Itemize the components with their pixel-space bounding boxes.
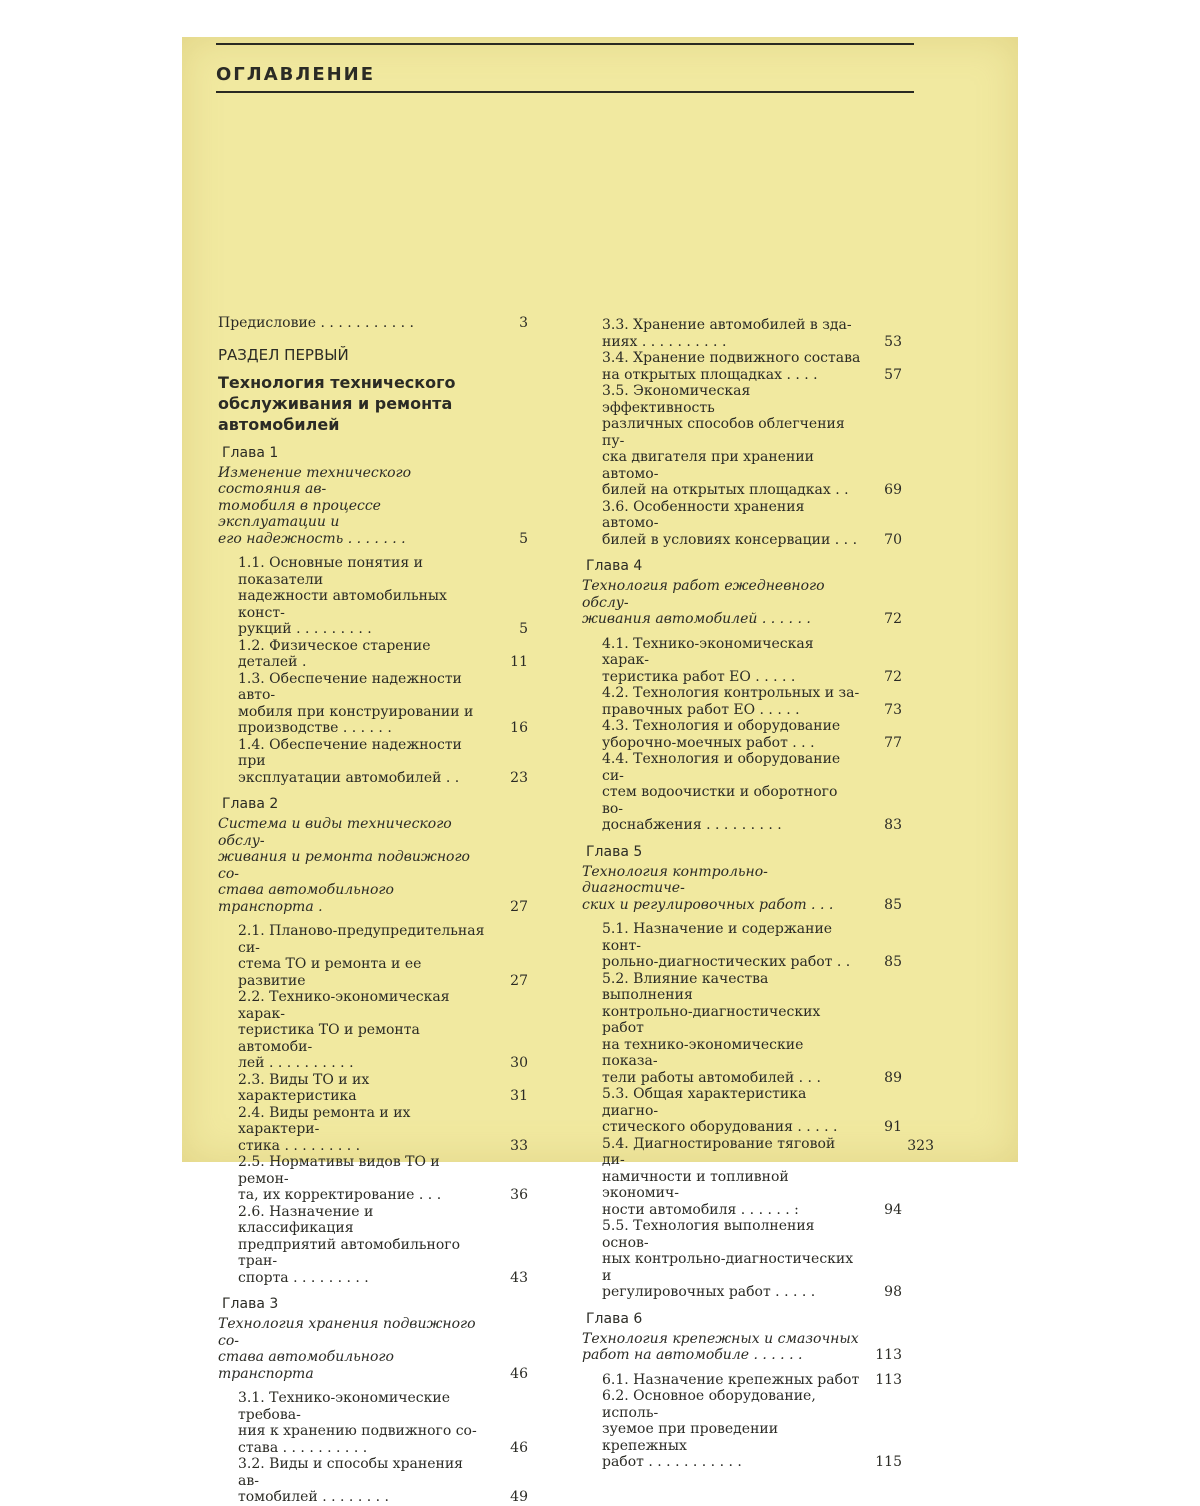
toc-entry: 3.1. Технико-экономические требова- ния к хранению подвижного со- става . . . . . . . . . . 46 xyxy=(238,1390,528,1456)
part-heading: РАЗДЕЛ ПЕРВЫЙ xyxy=(218,345,349,364)
toc-entry: 4.4. Технология и оборудование си- стем водоочистки и оборотного во- доснабжения . . . . . . . . . 83 xyxy=(602,751,902,833)
toc-entry: 4.1. Технико-экономическая харак- теристика работ ЕО . . . . . 72 xyxy=(602,635,902,685)
chapter-label: Глава 1 xyxy=(222,444,279,461)
toc-entry: 5.4. Диагностирование тяговой ди- намичности и топливной экономич- ности автомобиля . . . . . . : 94 xyxy=(602,1135,902,1218)
chapter-label: Глава 6 xyxy=(586,1310,643,1327)
chapter-title: Технология работ ежедневного обслу- живания автомобилей . . . . . . 72 xyxy=(582,578,902,627)
toc-entry: 2.4. Виды ремонта и их характери- стика . . . . . . . . . 33 xyxy=(238,1104,528,1154)
toc-entry-preface: Предисловие . . . . . . . . . . . 3 xyxy=(218,315,528,331)
toc-entry: 3.2. Виды и способы хранения ав- томобилей . . . . . . . . 49 xyxy=(238,1456,528,1505)
title-underline xyxy=(216,91,914,93)
page-ref: 113 xyxy=(875,1347,902,1363)
toc-entry: 1.1. Основные понятия и показатели надежности автомобильных конст- рукций . . . . . . . . . 5 xyxy=(238,555,528,637)
chapter-title: Система и виды технического обслу- живания и ремонта подвижного со- става автомобильного транспорта . 27 xyxy=(218,816,528,915)
toc-entry: 2.5. Нормативы видов ТО и ремон- та, их корректирование . . . 36 xyxy=(238,1154,528,1203)
page-ref: 72 xyxy=(884,611,902,627)
toc-entry: 1.2. Физическое старение деталей . 11 xyxy=(238,637,528,670)
page-ref: 3 xyxy=(519,315,528,331)
toc-entry: 6.1. Назначение крепежных работ 113 xyxy=(602,1371,902,1388)
toc-entry: 3.5. Экономическая эффективность различных способов облегчения пу- ска двигателя при хранении автомо- билей на открытых площадках . . 69 xyxy=(602,383,902,498)
page-ref: 46 xyxy=(510,1365,528,1382)
chapter-title: Технология контрольно-диагностиче- ских и регулировочных работ . . . 85 xyxy=(582,863,902,913)
top-rule xyxy=(216,43,914,45)
chapter-label: Глава 5 xyxy=(586,843,643,860)
toc-entry: 1.4. Обеспечение надежности при эксплуатации автомобилей . . 23 xyxy=(238,736,528,786)
chapter-label: Глава 4 xyxy=(586,558,643,574)
toc-entry: 3.3. Хранение автомобилей в зда- ниях . . . . . . . . . . 53 xyxy=(602,317,902,350)
toc-left-column xyxy=(218,315,528,1506)
toc-entry: 2.1. Планово-предупредительная си- стема ТО и ремонта и ее развитие 27 xyxy=(238,923,528,989)
part-title: Технология технического обслуживания и ремонта автомобилей xyxy=(218,372,456,434)
chapter-title: Технология хранения подвижного со- става автомобильного транспорта 46 xyxy=(218,1316,528,1382)
page-title: ОГЛАВЛЕНИЕ xyxy=(216,64,376,85)
chapter-label: Глава 3 xyxy=(222,1296,279,1312)
toc-entry: 2.3. Виды ТО и их характеристика 31 xyxy=(238,1071,528,1104)
toc-entry: 1.3. Обеспечение надежности авто- мобиля при конструировании и производстве . . . . . . 16 xyxy=(238,670,528,736)
toc-entry: 4.3. Технология и оборудование уборочно-моечных работ . . . 77 xyxy=(602,718,902,751)
toc-entry: 3.4. Хранение подвижного состава на открытых площадках . . . . 57 xyxy=(602,350,902,383)
toc-entry: 5.3. Общая характеристика диагно- стического оборудования . . . . . 91 xyxy=(602,1086,902,1135)
page-ref: 85 xyxy=(884,896,902,913)
toc-entry: 5.2. Влияние качества выполнения контрольно-диагностических работ на технико-экономические показа- тели работы автомобилей . . . 89 xyxy=(602,970,902,1086)
page-ref: 5 xyxy=(519,530,528,547)
page-ref: 27 xyxy=(510,898,528,915)
toc-entry: 6.2. Основное оборудование, исполь- зуемое при проведении крепежных работ . . . . . . . . . . . 115 xyxy=(602,1388,902,1470)
chapter-label: Глава 2 xyxy=(222,796,279,812)
toc-entry: 2.2. Технико-экономическая харак- теристика ТО и ремонта автомоби- лей . . . . . . . . . . 30 xyxy=(238,989,528,1071)
toc-entry: 4.2. Технология контрольных и за- правочных работ ЕО . . . . . 73 xyxy=(602,685,902,718)
toc-entry: 2.6. Назначение и классификация предприятий автомобильного тран- спорта . . . . . . . . . 43 xyxy=(238,1203,528,1286)
toc-entry: 5.1. Назначение и содержание конт- рольно-диагностических работ . . 85 xyxy=(602,921,902,970)
book-page xyxy=(182,37,1018,1505)
toc-right-column xyxy=(582,317,902,1471)
page-number: 323 xyxy=(907,1138,934,1154)
toc-entry: 3.6. Особенности хранения автомо- билей в условиях консервации . . . 70 xyxy=(602,498,902,548)
toc-entry: 5.5. Технология выполнения основ- ных контрольно-диагностических и регулировочных работ . . . . . 98 xyxy=(602,1218,902,1300)
chapter-title: Технология крепежных и смазочных работ на автомобиле . . . . . . 113 xyxy=(582,1330,902,1363)
chapter-title: Изменение технического состояния ав- томобиля в процессе эксплуатации и его надежность . . . . . . . 5 xyxy=(218,464,528,547)
